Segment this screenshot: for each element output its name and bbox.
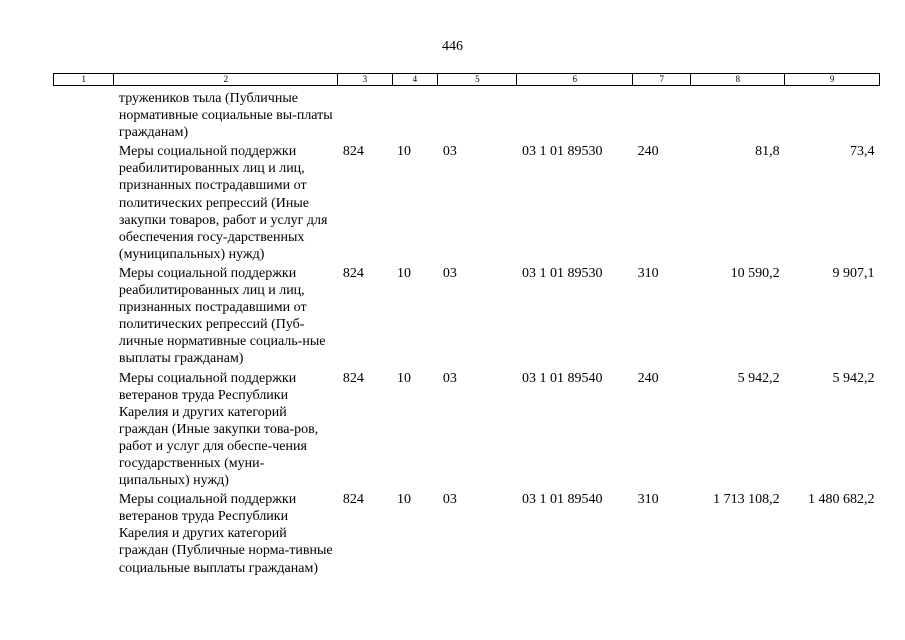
amount-cell: 1 480 682,2 [808, 492, 875, 508]
column-header-7: 7 [633, 74, 691, 86]
subsection-code-cell: 03 [442, 144, 457, 160]
row-number-cell [54, 263, 114, 368]
expense-type-cell: 310 [637, 265, 659, 281]
budget-table [53, 73, 880, 577]
column-header-4: 4 [392, 74, 438, 86]
ministry-code-cell: 824 [342, 144, 364, 160]
column-header-3: 3 [338, 74, 392, 86]
expense-type-cell: 240 [637, 370, 659, 386]
amount-cell: 73,4 [850, 144, 875, 160]
table-row [54, 489, 880, 576]
amount-cell: 10 590,2 [730, 265, 780, 281]
target-article-cell: 03 1 01 89540 [521, 370, 603, 386]
target-article-cell: 03 1 01 89530 [521, 144, 603, 160]
ministry-code-cell: 824 [342, 492, 364, 508]
amount-cell: 9 907,1 [832, 265, 875, 281]
row-number-cell [54, 86, 114, 142]
expense-type-cell: 310 [637, 492, 659, 508]
description-cell: Меры социальной поддержки ветеранов труда Республики Карелия и других категорий граждан (Публичные норма-тивные социальные выплаты гражданам) [118, 492, 333, 576]
description-cell: Меры социальной поддержки реабилитированных лиц и лиц, признанных пострадавшими от политических репрессий (Иные закупки товаров, работ и услуг для обеспечения госу-дарственных (муниципальных) нужд) [118, 144, 328, 262]
column-header-1: 1 [54, 74, 114, 86]
amount-cell: 5 942,2 [737, 370, 780, 386]
ministry-code-cell: 824 [342, 370, 364, 386]
amount-cell: 81,8 [755, 144, 780, 160]
section-code-cell: 10 [397, 370, 411, 386]
row-number-cell [54, 489, 114, 576]
table-row [54, 368, 880, 490]
table-row [54, 141, 880, 263]
description-cell: Меры социальной поддержки реабилитированных лиц и лиц, признанных пострадавшими от политических репрессий (Пуб-личные нормативные социаль-ные выплаты гражданам) [118, 265, 326, 367]
description-cell: тружеников тыла (Публичные нормативные социальные вы-платы гражданам) [118, 91, 333, 141]
section-code-cell: 10 [397, 265, 411, 281]
subsection-code-cell: 03 [442, 492, 457, 508]
subsection-code-cell: 03 [442, 370, 457, 386]
ministry-code-cell: 824 [342, 265, 364, 281]
column-header-2: 2 [114, 74, 338, 86]
expense-type-cell: 240 [637, 144, 659, 160]
target-article-cell: 03 1 01 89530 [521, 265, 603, 281]
table-row-continuation [54, 86, 880, 142]
target-article-cell: 03 1 01 89540 [521, 492, 603, 508]
page-number: 446 [442, 39, 463, 54]
row-number-cell [54, 368, 114, 490]
column-header-6: 6 [517, 74, 633, 86]
table-row [54, 263, 880, 368]
amount-cell: 1 713 108,2 [713, 492, 780, 508]
row-number-cell [54, 141, 114, 263]
column-number-header [54, 74, 880, 86]
amount-cell: 5 942,2 [832, 370, 875, 386]
empty-cell [338, 86, 880, 142]
column-header-8: 8 [691, 74, 785, 86]
column-header-9: 9 [785, 74, 880, 86]
section-code-cell: 10 [397, 144, 411, 160]
column-header-5: 5 [438, 74, 517, 86]
section-code-cell: 10 [397, 492, 411, 508]
description-cell: Меры социальной поддержки ветеранов труда Республики Карелия и других категорий граждан (Иные закупки това-ров, работ и услуг для обеспе-чения государственных (муни-ципальных) нужд) [118, 370, 319, 489]
subsection-code-cell: 03 [442, 265, 457, 281]
